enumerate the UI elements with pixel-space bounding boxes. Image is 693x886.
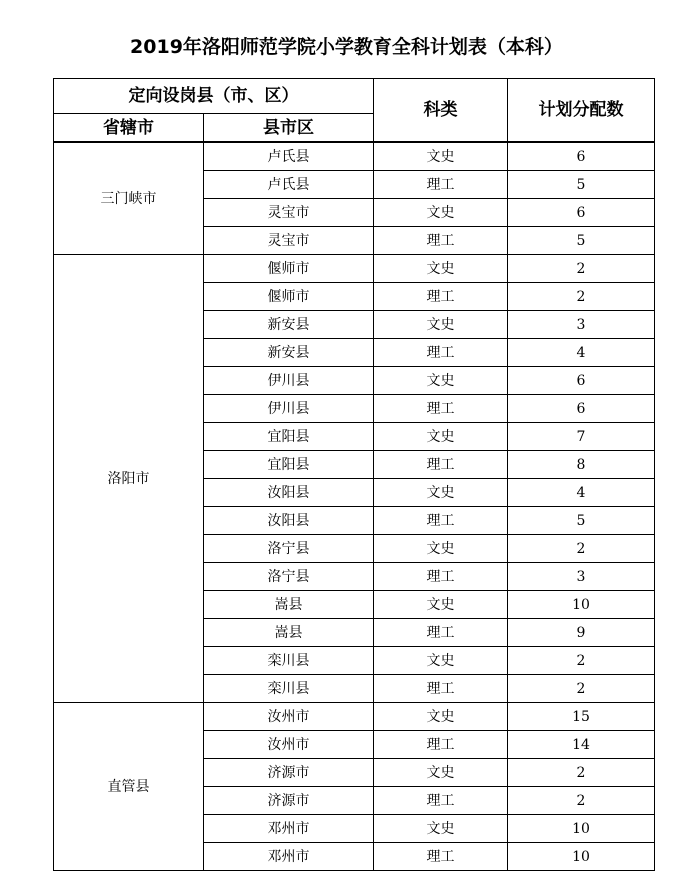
plan-table-body xyxy=(54,79,655,871)
quota-cell: 2 xyxy=(508,675,655,703)
header-county: 县市区 xyxy=(204,114,374,143)
category-cell: 文史 xyxy=(374,311,508,339)
quota-cell: 6 xyxy=(508,199,655,227)
category-cell: 文史 xyxy=(374,535,508,563)
category-cell: 文史 xyxy=(374,142,508,171)
plan-table xyxy=(53,78,655,871)
county-cell: 洛宁县 xyxy=(204,563,374,591)
header-row-1 xyxy=(54,79,655,114)
county-cell: 邓州市 xyxy=(204,815,374,843)
category-cell: 文史 xyxy=(374,591,508,619)
category-cell: 文史 xyxy=(374,703,508,731)
county-cell: 偃师市 xyxy=(204,255,374,283)
county-cell: 汝阳县 xyxy=(204,479,374,507)
county-cell: 伊川县 xyxy=(204,395,374,423)
county-cell: 汝州市 xyxy=(204,731,374,759)
county-cell: 新安县 xyxy=(204,311,374,339)
quota-cell: 3 xyxy=(508,563,655,591)
county-cell: 灵宝市 xyxy=(204,199,374,227)
quota-cell: 5 xyxy=(508,227,655,255)
category-cell: 理工 xyxy=(374,731,508,759)
county-cell: 栾川县 xyxy=(204,647,374,675)
quota-cell: 2 xyxy=(508,787,655,815)
header-prefecture: 省辖市 xyxy=(54,114,204,143)
category-cell: 理工 xyxy=(374,283,508,311)
category-cell: 文史 xyxy=(374,255,508,283)
category-cell: 理工 xyxy=(374,843,508,871)
category-cell: 文史 xyxy=(374,815,508,843)
quota-cell: 3 xyxy=(508,311,655,339)
category-cell: 理工 xyxy=(374,395,508,423)
quota-cell: 2 xyxy=(508,255,655,283)
header-quota: 计划分配数 xyxy=(508,79,655,143)
category-cell: 理工 xyxy=(374,451,508,479)
county-cell: 嵩县 xyxy=(204,591,374,619)
county-cell: 济源市 xyxy=(204,759,374,787)
category-cell: 文史 xyxy=(374,479,508,507)
quota-cell: 2 xyxy=(508,759,655,787)
quota-cell: 6 xyxy=(508,142,655,171)
quota-cell: 10 xyxy=(508,843,655,871)
category-cell: 理工 xyxy=(374,339,508,367)
quota-cell: 4 xyxy=(508,479,655,507)
quota-cell: 10 xyxy=(508,815,655,843)
county-cell: 伊川县 xyxy=(204,367,374,395)
county-cell: 偃师市 xyxy=(204,283,374,311)
quota-cell: 2 xyxy=(508,647,655,675)
prefecture-cell: 三门峡市 xyxy=(54,142,204,255)
quota-cell: 15 xyxy=(508,703,655,731)
quota-cell: 6 xyxy=(508,395,655,423)
prefecture-cell: 直管县 xyxy=(54,703,204,871)
quota-cell: 5 xyxy=(508,171,655,199)
county-cell: 卢氏县 xyxy=(204,171,374,199)
quota-cell: 5 xyxy=(508,507,655,535)
quota-cell: 10 xyxy=(508,591,655,619)
quota-cell: 2 xyxy=(508,535,655,563)
category-cell: 理工 xyxy=(374,227,508,255)
category-cell: 理工 xyxy=(374,675,508,703)
table-row xyxy=(54,703,655,731)
county-cell: 邓州市 xyxy=(204,843,374,871)
quota-cell: 6 xyxy=(508,367,655,395)
prefecture-cell: 洛阳市 xyxy=(54,255,204,703)
county-cell: 嵩县 xyxy=(204,619,374,647)
county-cell: 卢氏县 xyxy=(204,142,374,171)
category-cell: 理工 xyxy=(374,171,508,199)
header-group: 定向设岗县（市、区） xyxy=(54,79,374,114)
page-title: 2019年洛阳师范学院小学教育全科计划表（本科） xyxy=(130,36,563,58)
header-category: 科类 xyxy=(374,79,508,143)
quota-cell: 4 xyxy=(508,339,655,367)
table-row xyxy=(54,255,655,283)
category-cell: 文史 xyxy=(374,759,508,787)
county-cell: 洛宁县 xyxy=(204,535,374,563)
category-cell: 理工 xyxy=(374,787,508,815)
county-cell: 济源市 xyxy=(204,787,374,815)
table-row xyxy=(54,142,655,171)
category-cell: 理工 xyxy=(374,563,508,591)
category-cell: 理工 xyxy=(374,619,508,647)
county-cell: 灵宝市 xyxy=(204,227,374,255)
county-cell: 宜阳县 xyxy=(204,423,374,451)
county-cell: 宜阳县 xyxy=(204,451,374,479)
county-cell: 栾川县 xyxy=(204,675,374,703)
county-cell: 新安县 xyxy=(204,339,374,367)
quota-cell: 9 xyxy=(508,619,655,647)
category-cell: 文史 xyxy=(374,423,508,451)
county-cell: 汝州市 xyxy=(204,703,374,731)
quota-cell: 2 xyxy=(508,283,655,311)
category-cell: 理工 xyxy=(374,507,508,535)
quota-cell: 8 xyxy=(508,451,655,479)
county-cell: 汝阳县 xyxy=(204,507,374,535)
category-cell: 文史 xyxy=(374,367,508,395)
category-cell: 文史 xyxy=(374,647,508,675)
quota-cell: 7 xyxy=(508,423,655,451)
quota-cell: 14 xyxy=(508,731,655,759)
category-cell: 文史 xyxy=(374,199,508,227)
